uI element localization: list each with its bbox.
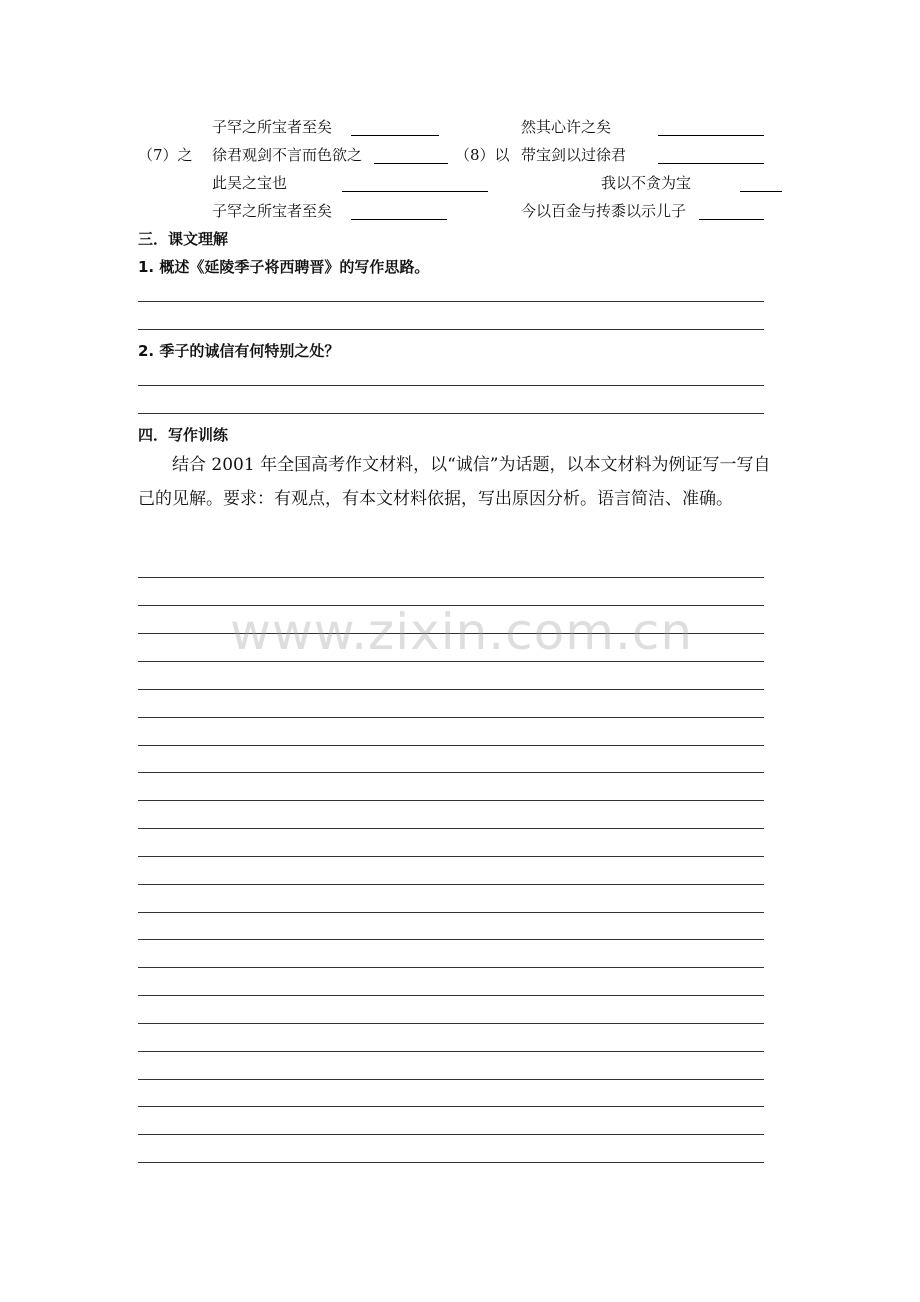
writing-line[interactable] xyxy=(138,745,764,746)
q7-item-2: 徐君观剑不言而色欲之 xyxy=(212,146,363,164)
section3-heading: 三．课文理解 xyxy=(138,230,229,248)
writing-line[interactable] xyxy=(138,1023,764,1024)
q7-item-1: 子罕之所宝者至矣 xyxy=(212,118,333,136)
q8-item-3: 我以不贪为宝 xyxy=(601,174,692,192)
writing-line[interactable] xyxy=(138,939,764,940)
watermark: www.zixin.com.cn xyxy=(230,603,694,661)
writing-line[interactable] xyxy=(138,577,764,578)
q8-label: （8）以 xyxy=(455,146,510,164)
q8-blank-2[interactable] xyxy=(658,163,764,164)
writing-line[interactable] xyxy=(138,689,764,690)
q8-item-4: 今以百金与抟黍以示儿子 xyxy=(521,202,687,220)
writing-prompt-text: 结合 2001 年全国高考作文材料，以“诚信”为话题，以本文材料为例证写一写自己的见解。要求：有观点，有本文材料依据，写出原因分析。语言简洁、准确。 xyxy=(138,455,771,509)
writing-line[interactable] xyxy=(138,1162,764,1163)
writing-line[interactable] xyxy=(138,884,764,885)
writing-line[interactable] xyxy=(138,828,764,829)
q8-item-2: 带宝剑以过徐君 xyxy=(521,146,627,164)
writing-line[interactable] xyxy=(138,912,764,913)
writing-line[interactable] xyxy=(138,772,764,773)
writing-line[interactable] xyxy=(138,1134,764,1135)
writing-line[interactable] xyxy=(138,717,764,718)
writing-line[interactable] xyxy=(138,1079,764,1080)
answer-line[interactable] xyxy=(138,385,764,386)
q8-blank-4[interactable] xyxy=(699,219,764,220)
q7-blank-1[interactable] xyxy=(351,135,439,136)
section3-question-1: 1. 概述《延陵季子将西聘晋》的写作思路。 xyxy=(138,258,430,276)
writing-line[interactable] xyxy=(138,800,764,801)
answer-line[interactable] xyxy=(138,413,764,414)
writing-line[interactable] xyxy=(138,661,764,662)
writing-line[interactable] xyxy=(138,856,764,857)
q7-blank-4[interactable] xyxy=(351,219,447,220)
answer-line[interactable] xyxy=(138,329,764,330)
q7-label: （7）之 xyxy=(138,146,193,164)
writing-line[interactable] xyxy=(138,967,764,968)
section3-question-2: 2. 季子的诚信有何特别之处？ xyxy=(138,342,340,360)
q8-blank-1[interactable] xyxy=(658,135,764,136)
q7-item-3: 此吴之宝也 xyxy=(212,174,288,192)
q7-blank-3[interactable] xyxy=(342,191,488,192)
q8-blank-3[interactable] xyxy=(740,191,782,192)
q8-item-1: 然其心许之矣 xyxy=(521,118,612,136)
writing-line[interactable] xyxy=(138,1106,764,1107)
q7-blank-2[interactable] xyxy=(374,163,448,164)
writing-line[interactable] xyxy=(138,1051,764,1052)
q7-item-4: 子罕之所宝者至矣 xyxy=(212,202,333,220)
writing-line[interactable] xyxy=(138,995,764,996)
writing-prompt xyxy=(138,448,783,516)
section4-heading: 四．写作训练 xyxy=(138,426,229,444)
answer-line[interactable] xyxy=(138,301,764,302)
